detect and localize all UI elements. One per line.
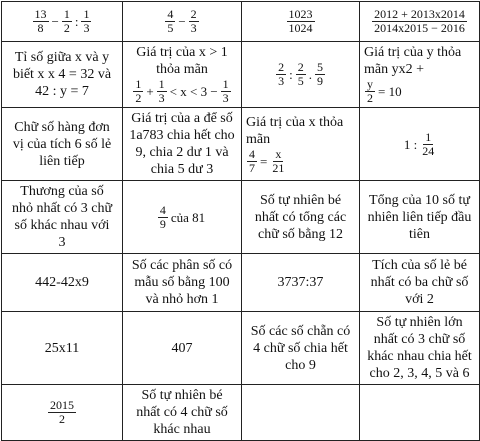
denominator: 2014x2015 − 2016 [374, 21, 465, 35]
cell-r6-c3 [242, 312, 360, 385]
fraction [157, 78, 167, 105]
table-row [2, 254, 480, 312]
cell-text-line: mẫu số bằng 100 [134, 275, 230, 290]
math-expression [127, 78, 237, 105]
table-row [2, 385, 480, 441]
problem-table [1, 1, 480, 441]
table-row [2, 2, 480, 42]
math-expression [6, 8, 118, 35]
math-expression [364, 78, 475, 105]
fraction [221, 78, 231, 105]
cell-r6-c1 [2, 312, 123, 385]
denominator: 9 [316, 74, 323, 88]
fraction [62, 8, 72, 35]
denominator: 3 [83, 21, 90, 35]
cell-text-line: chữ số bằng 12 [258, 226, 343, 242]
numerator: 1 [425, 129, 432, 144]
cell-r7-c2 [123, 385, 242, 441]
cell-r6-c4 [360, 312, 480, 385]
cell-r1-c1 [2, 2, 123, 42]
numerator: 1 [63, 7, 70, 21]
numerator: 4 [159, 202, 166, 217]
cell-r3-c4 [360, 108, 480, 181]
fraction [287, 8, 315, 35]
cell-r6-c2 [123, 312, 242, 385]
cell-text-line: 42 : y = 7 [35, 84, 89, 99]
fraction [48, 399, 76, 426]
cell-text-line: tiên [409, 226, 430, 242]
cell-text-line: chia 5 dư 3 [150, 162, 214, 177]
table-row [2, 181, 480, 254]
cell-text: Giá trị của y thỏa mãn yx2 + [364, 45, 462, 77]
denominator: 3 [222, 91, 229, 105]
cell-r3-c3 [242, 108, 360, 181]
cell-text-line: Số tự nhiên bé [259, 192, 342, 208]
operator: 1 : [403, 136, 418, 152]
fraction [365, 78, 375, 105]
math-expression [364, 131, 475, 158]
cell-text-line: Số tự nhiên lớn [376, 315, 463, 330]
operator: < x < 3 − [169, 84, 218, 99]
cell-text-line: biết x x 4 = 32 và [12, 67, 112, 82]
cell-text-line: khác nhau chia hết [367, 349, 472, 364]
cell-text-line: nhỏ nhất có 3 chữ [11, 201, 113, 216]
operator: . [308, 67, 312, 82]
cell-r7-c4 [360, 385, 480, 441]
cell-r1-c2 [123, 2, 242, 42]
numerator: 1 [222, 77, 229, 91]
cell-text-line: 407 [171, 340, 193, 356]
cell-r2-c3 [242, 42, 360, 108]
cell-r4-c1 [2, 181, 123, 254]
cell-r2-c4 [360, 42, 480, 108]
cell-r3-c2 [123, 108, 242, 181]
math-expression [127, 204, 237, 231]
denominator: 21 [272, 160, 285, 175]
cell-r2-c2 [123, 42, 242, 108]
cell-text-line: 1a783 chia hết cho [129, 128, 235, 143]
numerator: 1023 [288, 7, 313, 21]
cell-text-line: 9, chia 2 dư 1 và [135, 145, 229, 160]
table-row [2, 108, 480, 181]
numerator: 13 [34, 7, 47, 21]
numerator: x [275, 146, 282, 161]
cell-text-line: 25x11 [44, 340, 80, 356]
denominator: 5 [297, 74, 304, 88]
numerator: 5 [316, 60, 323, 74]
cell-text-line: Tích của số lẻ bé [372, 258, 467, 273]
numerator: 2012 + 2013x2014 [374, 7, 465, 21]
cell-text-line: Thương của số [20, 184, 104, 199]
table-row [2, 42, 480, 108]
math-expression [364, 8, 475, 35]
math-expression [246, 8, 355, 35]
cell-r1-c3 [242, 2, 360, 42]
cell-r7-c1 [2, 385, 123, 441]
cell-text-line: và nhỏ hơn 1 [145, 292, 219, 307]
numerator: 2 [297, 60, 304, 74]
cell-text-line: nhiên liên tiếp đầu [367, 209, 472, 225]
cell-r1-c4 [360, 2, 480, 42]
operator: = 10 [378, 84, 402, 99]
cell-text-line: nhất có ba chữ số [370, 275, 469, 290]
cell-text-line: 3737:37 [277, 275, 324, 290]
numerator: 4 [249, 146, 255, 161]
cell-text-line: Giá trị của a để số [131, 111, 233, 126]
cell-r4-c3 [242, 181, 360, 254]
cell-text-line: Số tự nhiên bé [141, 388, 223, 403]
numerator: 1 [158, 77, 165, 91]
cell-text: Giá trị của x > 1 thỏa mãn [136, 45, 228, 77]
cell-text-line: số khác nhau với [14, 218, 110, 233]
operator: + [146, 84, 154, 99]
numerator: 2015 [50, 398, 74, 412]
denominator: 8 [37, 21, 44, 35]
cell-r2-c1 [2, 42, 123, 108]
fraction [270, 148, 286, 175]
cell-r3-c1 [2, 108, 123, 181]
denominator: 5 [167, 21, 174, 35]
cell-r7-c3 [242, 385, 360, 441]
math-expression [246, 61, 355, 88]
fraction [133, 78, 143, 105]
fraction [165, 8, 175, 35]
cell-text: Giá trị của x thỏa mãn [246, 114, 344, 147]
operator: : [289, 67, 293, 82]
denominator: 9 [159, 216, 166, 231]
cell-text-line: cho 2, 3, 4, 5 và 6 [369, 366, 470, 381]
cell-text-line: Tỉ số giữa x và y [14, 50, 110, 65]
math-expression [6, 399, 118, 426]
cell-r5-c2 [123, 254, 242, 312]
denominator: 24 [422, 143, 435, 158]
denominator: 1024 [288, 21, 313, 35]
cell-text-line: khác nhau [153, 422, 211, 437]
fraction [189, 8, 199, 35]
cell-text-line: 3 [58, 235, 66, 250]
math-expression [246, 148, 355, 175]
cell-text-line: liên tiếp [39, 153, 85, 169]
cell-r5-c3 [242, 254, 360, 312]
fraction [247, 148, 257, 175]
cell-text-line: cho 9 [285, 357, 316, 373]
denominator: 2 [63, 21, 70, 35]
fraction [372, 8, 467, 35]
cell-text-line: Chữ số hàng đơn [14, 119, 110, 135]
numerator: 1 [83, 7, 90, 21]
numerator: 2 [190, 7, 197, 21]
operator: của 81 [170, 209, 206, 225]
fraction [420, 131, 436, 158]
cell-text-line: 4 chữ số chia hết [253, 340, 348, 356]
cell-text-line: nhất có 4 chữ số [136, 405, 228, 420]
denominator: 7 [249, 160, 255, 175]
denominator: 3 [278, 74, 285, 88]
cell-text-line: Số các số chẵn có [250, 323, 351, 339]
operator: − [178, 14, 186, 29]
cell-text-line: 442-42x9 [35, 275, 89, 290]
math-expression [127, 8, 237, 35]
cell-text-line: Số các phân số có [131, 258, 233, 273]
operator: = [260, 153, 268, 169]
numerator: 2 [278, 60, 285, 74]
fraction [158, 204, 168, 231]
numerator: 1 [135, 77, 142, 91]
denominator: 3 [158, 91, 165, 105]
cell-text-line: Tổng của 10 số tự [369, 192, 470, 208]
fraction [81, 8, 91, 35]
cell-text-line: vị của tích 6 số lẻ [12, 136, 112, 152]
cell-r5-c4 [360, 254, 480, 312]
denominator: 2 [135, 91, 142, 105]
operator: : [74, 14, 79, 29]
cell-r4-c2 [123, 181, 242, 254]
cell-text-line: nhất có tổng các [254, 209, 347, 225]
operator: − [51, 14, 59, 29]
fraction [315, 61, 325, 88]
denominator: 3 [190, 21, 197, 35]
cell-r5-c1 [2, 254, 123, 312]
fraction [296, 61, 306, 88]
numerator: 4 [167, 7, 174, 21]
denominator: 2 [59, 412, 65, 426]
fraction [276, 61, 286, 88]
cell-text-line: nhất có 3 chữ số [373, 332, 466, 347]
cell-text-line: với 2 [405, 292, 434, 307]
fraction [33, 8, 49, 35]
numerator: y [367, 77, 373, 91]
denominator: 2 [367, 91, 373, 105]
cell-r4-c4 [360, 181, 480, 254]
table-row [2, 312, 480, 385]
